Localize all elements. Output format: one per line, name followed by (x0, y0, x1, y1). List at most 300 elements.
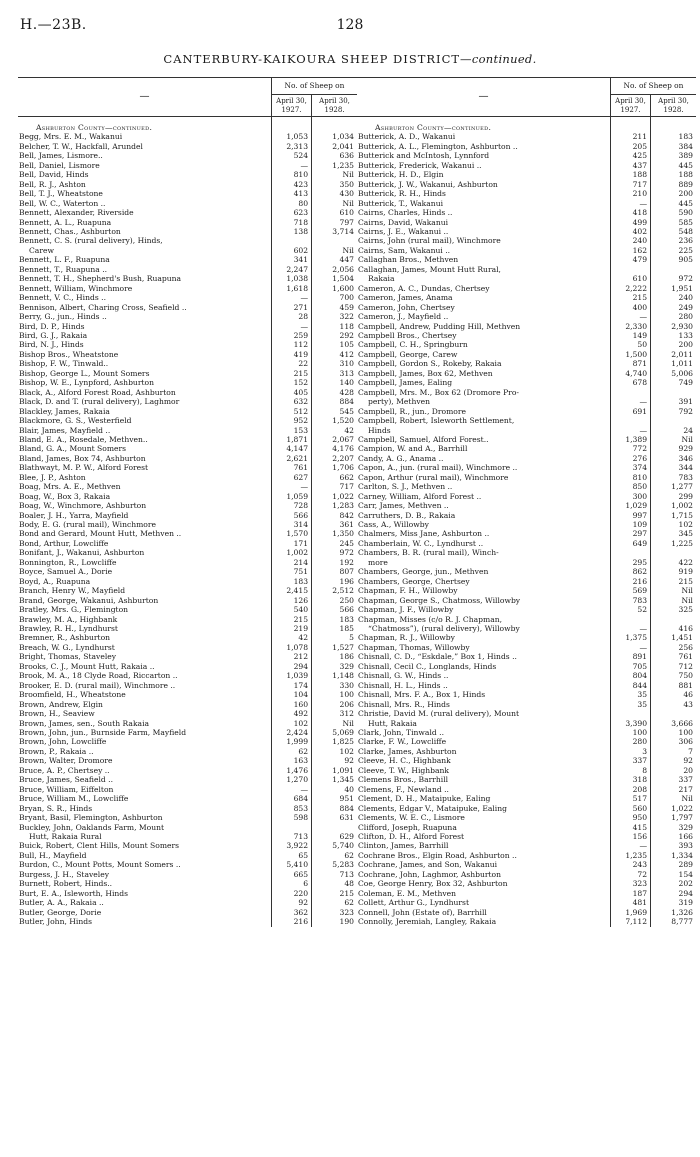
sheep-1927: 215 (271, 369, 311, 378)
table-row (18, 577, 357, 586)
table-row (357, 851, 696, 860)
table-row (357, 747, 696, 756)
sheep-1927: 1,871 (271, 435, 311, 444)
sheep-1928: 361 (339, 520, 354, 530)
sheep-1927: 772 (610, 444, 650, 453)
owner-name (357, 492, 610, 501)
table-row (18, 662, 357, 671)
owner-name-text: Campbell, Gordon S., Rokeby, Rakaia (358, 359, 502, 369)
table-row (357, 284, 696, 293)
owner-name-text: Bonifant, J., Wakanui, Ashburton (19, 548, 145, 558)
sheep-1927: 1,235 (610, 851, 650, 860)
owner-name (357, 785, 610, 794)
sheep-1927: 171 (271, 539, 311, 548)
owner-name-text: Brown, James, sen., South Rakaia (19, 718, 150, 728)
table-row (357, 151, 696, 160)
owner-name-continuation: Hutt, Rakaia (368, 718, 417, 728)
table-row (18, 652, 357, 661)
table-row (18, 369, 357, 378)
table-row (18, 236, 357, 255)
table-row (18, 312, 357, 321)
sheep-1928: 3,666 (671, 718, 693, 728)
owner-name (357, 605, 610, 614)
sheep-1927: 602 (271, 236, 311, 255)
owner-name (18, 463, 271, 472)
sheep-1928: 1,235 (332, 160, 354, 170)
owner-column-header: — (18, 78, 271, 117)
sheep-1927: — (610, 841, 650, 850)
owner-name (18, 917, 271, 926)
owner-name (357, 737, 610, 746)
owner-name-text: Belcher, T. W., Hackfall, Arundel (19, 141, 143, 151)
owner-name-text: Carney, William, Alford Forest .. (358, 491, 482, 501)
owner-name-text: Clemens Bros., Barrhill (358, 775, 449, 785)
table-row (18, 671, 357, 680)
owner-name-text: Butterick, T., Wakanui (358, 198, 444, 208)
table-row (18, 908, 357, 917)
owner-name-text: Cairns, John (rural mail), Winchmore (358, 236, 501, 246)
sheep-1927: 512 (271, 407, 311, 416)
table-row (357, 605, 696, 614)
owner-name-text: Berry, G., jun., Hinds .. (19, 312, 107, 322)
sheep-1928: Nil (681, 586, 693, 596)
table-row (18, 633, 357, 642)
section-heading: Ashburton County—continued. (36, 123, 153, 132)
owner-name (18, 170, 271, 179)
owner-name-text: Blee, J. P., Ashton (19, 472, 86, 482)
owner-name (357, 378, 610, 387)
table-row (357, 331, 696, 340)
left-table-body (18, 117, 357, 927)
owner-name (357, 652, 610, 661)
owner-name (18, 851, 271, 860)
sheep-1928: 412 (339, 349, 354, 359)
owner-name-text: Connolly, Jeremiah, Langley, Rakaia (358, 917, 497, 927)
owner-name-text: Brown, H., Seaview (19, 709, 95, 719)
table-row (357, 737, 696, 746)
owner-name (18, 227, 271, 236)
sheep-1927: 517 (610, 794, 650, 803)
table-row (18, 501, 357, 510)
owner-name-text: Buick, Robert, Clent Hills, Mount Somers (19, 841, 180, 851)
sheep-1927: 35 (610, 690, 650, 699)
table-row (357, 823, 696, 832)
owner-name-text: Chisnall, C. D., “Eskdale,” Box 1, Hinds .. (358, 652, 517, 662)
sheep-1927: 318 (610, 775, 650, 784)
table-row (18, 218, 357, 227)
sheep-1928: 884 (339, 397, 354, 407)
table-row (357, 416, 696, 435)
table-row (18, 511, 357, 520)
sheep-1928: 43 (683, 699, 693, 709)
sheep-1928: 2,930 (671, 321, 693, 331)
sheep-1927: 205 (610, 142, 650, 151)
table-row (18, 407, 357, 416)
owner-name-text: Campbell, George, Carew (358, 349, 458, 359)
owner-name-text: Clark, John, Tinwald .. (358, 728, 444, 737)
table-row (18, 189, 357, 198)
owner-name (357, 633, 610, 642)
sheep-1928: 445 (678, 160, 693, 170)
owner-name (18, 482, 271, 491)
table-row (18, 322, 357, 331)
owner-name (357, 671, 610, 680)
sheep-1927: 160 (271, 700, 311, 709)
owner-name-text: Bishop, F. W., Tinwald.. (19, 359, 109, 369)
table-row (357, 662, 696, 671)
owner-name (357, 473, 610, 482)
owner-name (357, 851, 610, 860)
sheep-1927: 810 (610, 473, 650, 482)
sheep-1927: 174 (271, 681, 311, 690)
table-row (357, 369, 696, 378)
owner-name-text: Brown, John, Lowcliffe (19, 737, 107, 747)
owner-name-text: Cameron, John, Chertsey (358, 302, 455, 312)
owner-name (18, 265, 271, 274)
sheep-1928: Nil (342, 245, 354, 255)
owner-name-text: Brooker, E. D. (rural mail), Winchmore .. (19, 680, 176, 690)
sheep-1927: — (610, 388, 650, 407)
sheep-1927: 212 (271, 652, 311, 661)
sheep-1927: 211 (610, 132, 650, 141)
owner-name (357, 841, 610, 850)
table-row (357, 463, 696, 472)
sheep-1927: 705 (610, 662, 650, 671)
sheep-1927: 853 (271, 804, 311, 813)
sheep-1927: 216 (610, 577, 650, 586)
owner-name (357, 199, 610, 208)
owner-name-text: Campbell, C. H., Springburn (358, 340, 468, 350)
table-row (357, 908, 696, 917)
owner-name (357, 227, 610, 236)
sheep-1928: 1,334 (671, 850, 693, 860)
table-row (18, 548, 357, 557)
owner-name-text: Campbell, R., jun., Dromore (358, 406, 466, 416)
owner-name-text: Bell, James, Lismore.. (19, 151, 103, 161)
sheep-1927: 524 (271, 151, 311, 160)
owner-name-text: Cameron, James, Anama (358, 293, 453, 303)
sheep-1927: 1,038 (271, 274, 311, 283)
table-row (357, 879, 696, 888)
owner-name-text: Brand, George, Wakanui, Ashburton (19, 595, 159, 605)
sheep-1927: 374 (610, 463, 650, 472)
sheep-1928: 4,176 (332, 444, 354, 454)
owner-name (357, 756, 610, 765)
owner-name (357, 284, 610, 293)
sheep-1928: 713 (339, 869, 354, 879)
sheep-1927: 297 (610, 529, 650, 538)
table-row (18, 388, 357, 397)
owner-name-text: Callaghan, James, Mount Hutt Rural, (358, 264, 501, 274)
sheep-1928: 422 (678, 557, 693, 567)
owner-name (357, 189, 610, 198)
table-row (357, 208, 696, 217)
owner-name-text: Campbell, Samuel, Alford Forest.. (358, 434, 489, 444)
owner-name (18, 501, 271, 510)
table-row (357, 756, 696, 765)
sheep-1928: 889 (678, 179, 693, 189)
sheep-1927: 2,313 (271, 142, 311, 151)
owner-name-text: Bennett, T., Ruapuna .. (19, 264, 108, 274)
table-row (357, 690, 696, 699)
owner-name (18, 397, 271, 406)
table-row (357, 132, 696, 141)
owner-name (18, 823, 271, 842)
owner-name-text: Carruthers, D. B., Rakaia (358, 510, 456, 520)
sheep-1928: 92 (683, 756, 693, 766)
sheep-1928: 700 (339, 293, 354, 303)
sheep-1927: 100 (610, 728, 650, 737)
sheep-1928: 294 (678, 888, 693, 898)
sheep-1928: 100 (678, 728, 693, 737)
owner-name-text: Campbell, Robert, Isleworth Settlement, (358, 416, 515, 426)
sheep-1927: 997 (610, 511, 650, 520)
sheep-1927: 1,969 (610, 908, 650, 917)
owner-name (357, 832, 610, 841)
sheep-count-header: No. of Sheep on (271, 78, 357, 95)
sheep-1928: Nil (681, 595, 693, 605)
owner-name-text: Bryan, S. R., Hinds (19, 803, 93, 813)
sheep-1928: 1,022 (332, 491, 354, 501)
owner-name-text: Campion, W. and A., Barrhill (358, 444, 468, 454)
owner-name (18, 161, 271, 170)
owner-name-continuation: perty), Methven (368, 397, 431, 407)
sheep-1928: 1,034 (332, 132, 354, 142)
table-row (18, 397, 357, 406)
sheep-1928: 881 (678, 680, 693, 690)
owner-name (18, 473, 271, 482)
owner-name-text: Coleman, E. M., Methven (358, 888, 457, 898)
owner-name (357, 529, 610, 538)
table-row (357, 501, 696, 510)
owner-name-text: Bird, D. P., Hinds (19, 321, 85, 331)
owner-name-text: Bishop, W. E., Lynpford, Ashburton (19, 378, 154, 388)
sheep-1927: 691 (610, 407, 650, 416)
sheep-1928: 428 (339, 387, 354, 397)
sheep-1927: 50 (610, 340, 650, 349)
sheep-1927: 627 (271, 473, 311, 482)
owner-name (18, 236, 271, 255)
table-row (357, 548, 696, 567)
table-row (357, 180, 696, 189)
sheep-1928: 1,706 (332, 463, 354, 473)
table-row (357, 359, 696, 368)
owner-name (18, 719, 271, 728)
sheep-1927: 2,247 (271, 265, 311, 274)
owner-name (357, 813, 610, 822)
sheep-1928: 1,451 (671, 633, 693, 643)
sheep-1927: — (271, 482, 311, 491)
sheep-1928: 133 (678, 330, 693, 340)
sheep-1928: Nil (342, 198, 354, 208)
owner-name (18, 709, 271, 718)
sheep-1928: 1,091 (332, 765, 354, 775)
owner-name-text: Chapman, J. F., Willowby (358, 605, 454, 615)
table-row (18, 482, 357, 491)
sheep-1927: 214 (271, 558, 311, 567)
sheep-1928: 1,527 (332, 642, 354, 652)
table-row (18, 879, 357, 888)
table-row (357, 142, 696, 151)
sheep-1928: 240 (678, 293, 693, 303)
owner-name (357, 218, 610, 227)
owner-name-text: Butterick, R. H., Hinds (358, 189, 446, 199)
table-row (357, 293, 696, 302)
sheep-1927: 418 (610, 208, 650, 217)
sheep-1927: 402 (610, 227, 650, 236)
table-row (357, 444, 696, 453)
sheep-1927: 862 (610, 567, 650, 576)
table-row (18, 255, 357, 264)
owner-name-text: Carr, James, Methven .. (358, 501, 449, 511)
sheep-1927: 138 (271, 227, 311, 236)
table-row (18, 719, 357, 728)
owner-name (357, 303, 610, 312)
sheep-1927: 1,500 (610, 350, 650, 359)
sheep-1927: 208 (610, 785, 650, 794)
sheep-1927: 323 (610, 879, 650, 888)
sheep-1928: 5,740 (332, 841, 354, 851)
sheep-1927: 187 (610, 889, 650, 898)
sheep-1928: 196 (339, 576, 354, 586)
owner-name-text: Chapman, Thomas, Willowby (358, 642, 470, 652)
owner-name (18, 624, 271, 633)
owner-name-text: Coe, George Henry, Box 32, Ashburton (358, 879, 508, 889)
owner-name-text: Bond and Gerard, Mount Hutt, Methven .. (19, 529, 182, 539)
table-row (18, 851, 357, 860)
table-row (18, 605, 357, 614)
table-row (18, 331, 357, 340)
sheep-1927: 28 (271, 312, 311, 321)
sheep-1928: 46 (683, 690, 693, 700)
sheep-1927: 62 (271, 747, 311, 756)
sheep-1927: 437 (610, 161, 650, 170)
owner-name-text: Blackley, James, Rakaia (19, 406, 110, 416)
sheep-1928: 1,011 (671, 359, 693, 369)
sheep-1927: 216 (271, 917, 311, 926)
sheep-1928: 330 (339, 680, 354, 690)
sheep-1928: 200 (678, 340, 693, 350)
sheep-1927: 665 (271, 870, 311, 879)
table-row (18, 435, 357, 444)
sheep-1928: 761 (678, 652, 693, 662)
sheep-1927: — (610, 643, 650, 652)
sheep-1928: 1,326 (671, 907, 693, 917)
owner-name (357, 766, 610, 775)
table-row (357, 529, 696, 538)
sheep-1927: 215 (271, 615, 311, 624)
table-row (357, 350, 696, 359)
sheep-1928: 42 (344, 425, 354, 435)
owner-name-text: Butterick, J. W., Wakanui, Ashburton (358, 179, 498, 189)
sheep-1928: 1,283 (332, 501, 354, 511)
sheep-1928: 319 (678, 898, 693, 908)
sheep-1927: 1,078 (271, 643, 311, 652)
table-row (18, 567, 357, 576)
owner-name-text: Chisnall, Mrs. F. A., Box 1, Hinds (358, 690, 486, 700)
owner-name-continuation: Carew (29, 245, 54, 255)
table-row (18, 728, 357, 737)
sheep-1928: 459 (339, 302, 354, 312)
sheep-1927: 163 (271, 756, 311, 765)
owner-name-text: Bremner, R., Ashburton (19, 633, 111, 643)
table-row (357, 870, 696, 879)
table-row (357, 615, 696, 634)
sheep-1927: 499 (610, 218, 650, 227)
table-row (357, 265, 696, 284)
owner-name (357, 567, 610, 576)
sheep-1928: 24 (683, 425, 693, 435)
owner-name-text: Buckley, John, Oaklands Farm, Mount (19, 822, 165, 832)
owner-name (357, 662, 610, 671)
sheep-1927: 8 (610, 766, 650, 775)
owner-name (18, 350, 271, 359)
owner-name (18, 312, 271, 321)
table-row (357, 700, 696, 709)
owner-name (357, 331, 610, 340)
owner-name (357, 577, 610, 586)
title-main: CANTERBURY-KAIKOURA SHEEP DISTRICT (163, 52, 461, 66)
table-row (18, 756, 357, 765)
sheep-1927: 952 (271, 416, 311, 425)
owner-name (18, 756, 271, 765)
sheep-1927: 2,330 (610, 322, 650, 331)
sheep-1928: 842 (339, 510, 354, 520)
owner-name (357, 823, 610, 832)
owner-name-text: Chapman, F. H., Willowby (358, 586, 458, 596)
sheep-1927: 104 (271, 690, 311, 699)
table-row (18, 747, 357, 756)
sheep-1928: 631 (339, 813, 354, 823)
table-row (18, 284, 357, 293)
owner-name (18, 369, 271, 378)
sheep-1928: 236 (678, 236, 693, 246)
owner-name-text: Burdon, C., Mount Potts, Mount Somers .. (19, 860, 181, 870)
owner-name (18, 322, 271, 331)
owner-name-text: Bruce, William, Eiffelton (19, 784, 114, 794)
owner-name-text: Branch, Henry W., Mayfield (19, 586, 126, 596)
owner-name (357, 463, 610, 472)
section-heading: Ashburton County—continued. (375, 123, 492, 132)
table-row (18, 274, 357, 283)
sheep-1928: 245 (339, 538, 354, 548)
sheep-1928: 972 (339, 548, 354, 558)
owner-name-text: Bennett, C. S. (rural delivery), Hinds, (19, 236, 163, 246)
left-column (18, 77, 357, 927)
sheep-1927: 109 (610, 520, 650, 529)
table-row (357, 161, 696, 170)
owner-name (18, 879, 271, 888)
owner-name (357, 870, 610, 879)
owner-name (18, 218, 271, 227)
sheep-1928: 1,600 (332, 283, 354, 293)
table-row (18, 161, 357, 170)
owner-name-text: Butterick, A. L., Flemington, Ashburton .. (358, 141, 518, 151)
sheep-1928: 384 (678, 141, 693, 151)
sheep-1928: 792 (678, 406, 693, 416)
table-row (357, 520, 696, 529)
owner-name (357, 132, 610, 141)
sheep-1928: 590 (678, 208, 693, 218)
owner-name-text: Clifton, D. H., Alford Forest (358, 831, 465, 841)
table-row (18, 813, 357, 822)
owner-name-text: Bennett, Chas., Ashburton (19, 226, 121, 236)
owner-name (357, 255, 610, 264)
sheep-1928: 40 (344, 784, 354, 794)
owner-name-continuation: more (368, 557, 388, 567)
sheep-1927: 215 (610, 293, 650, 302)
sheep-1927: 152 (271, 378, 311, 387)
